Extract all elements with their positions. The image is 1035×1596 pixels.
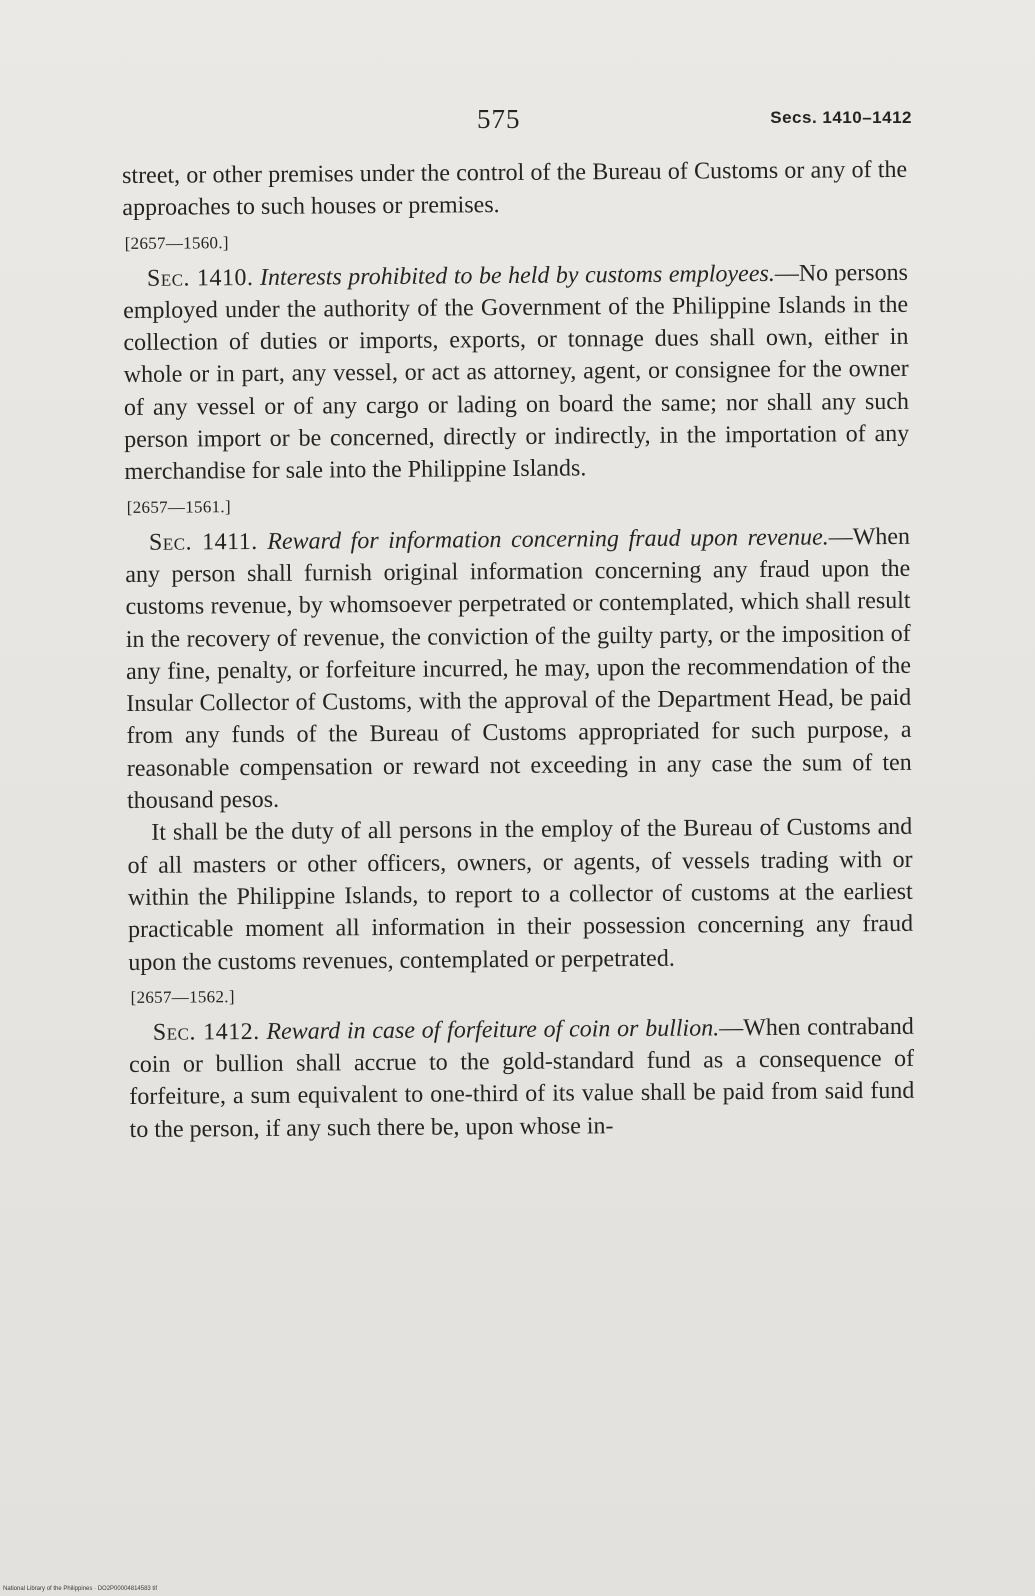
page-header (122, 104, 912, 136)
section-1411-paragraph-2: It shall be the duty of all persons in the employ of the Bureau of Customs and of all masters or other officers, owners, or agents, of vessels trading with or within the Philippine Islands, to report to a collector of customs at the earliest practicable moment all information in their possession concerning any fraud upon the customs revenues, contemplated or perpetrated. (127, 814, 914, 976)
section-1412-label: Sec. 1412. (152, 1018, 260, 1046)
section-1411-label: Sec. 1411. (148, 528, 258, 556)
continued-paragraph: street, or other premises under the control of the Bureau of Customs or any of the approaches to such houses or premises. (122, 156, 908, 222)
section-1411 (125, 520, 912, 817)
section-1411-title: Reward for information concerning fraud upon revenue. (267, 524, 829, 555)
citation-1560: [2657—1560.] (124, 232, 229, 253)
section-1410 (123, 256, 910, 488)
section-1412-text: —When contraband coin or bullion shall accrue to the gold-standard fund as a consequence of forfeiture, a sum equivalent to one-third of its value shall be paid from said fund to the person, if any such there be, upon whose in- (129, 1013, 915, 1143)
page-body (122, 154, 915, 1146)
citation-1562: [2657—1562.] (130, 986, 235, 1007)
section-1410-label: Sec. 1410. (146, 264, 254, 292)
section-1412-title: Reward in case of forfeiture of coin or bullion. (266, 1015, 720, 1045)
running-head-sections: Secs. 1410–1412 (770, 108, 912, 127)
scan-footer: National Library of the Philippines · DO2P00004814583 tif (3, 1586, 158, 1592)
page-number: 575 (477, 104, 521, 134)
section-1410-title: Interests prohibited to be held by customs employees. (259, 260, 775, 291)
section-1411-text: —When any person shall furnish original information concerning any fraud upon the customs revenue, by whomsoever perpetrated or contemplated, which shall result in the recovery of revenue, the conviction of the guilty party, or the imposition of any fine, penalty, or forfeiture incurred, he may, upon the recommendation of the Insular Collector of Customs, with the approval of the Department Head, be paid from any funds of the Bureau of Customs appropriated for such purpose, a reasonable compensation or reward not exceeding in any case the sum of ten thousand pesos. (125, 523, 912, 815)
citation-1561: [2657—1561.] (126, 496, 231, 517)
section-1410-text: —No persons employed under the authority of the Government of the Philippine Islands in the collection of duties or imports, exports, or tonnage dues shall own, either in whole or in part, any vessel, or act as attorney, agent, or consignee for the owner of any vessel or of any cargo or lading on board the same; nor shall any such person import or be concerned, directly or indirectly, in the importation of any merchandise for sale into the Philippine Islands. (123, 259, 910, 486)
section-1412 (129, 1011, 915, 1146)
